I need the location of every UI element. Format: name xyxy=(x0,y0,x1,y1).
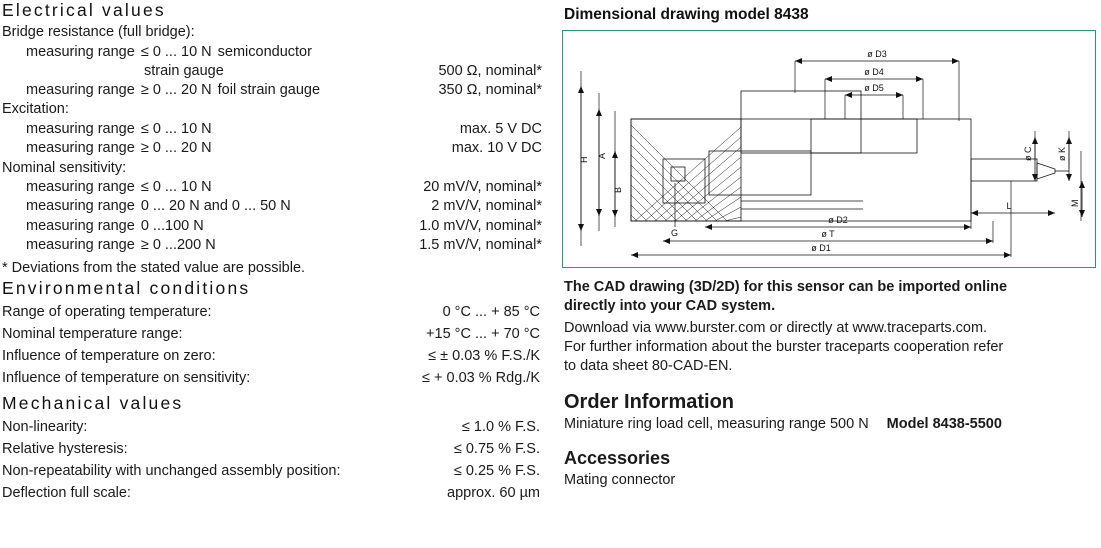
nominal-sensitivity-label: Nominal sensitivity: xyxy=(2,159,127,176)
mechanical-values-heading: Mechanical values xyxy=(2,393,184,414)
electrical-values-heading: Electrical values xyxy=(2,0,166,20)
spec-note: foil strain gauge xyxy=(217,82,321,99)
dimensional-drawing xyxy=(562,30,1096,268)
order-information-heading: Order Information xyxy=(564,390,735,413)
cad-text-line2: For further information about the burster traceparts cooperation refer xyxy=(564,338,1004,355)
spec-value: 1.5 mV/V, nominal* xyxy=(419,236,542,253)
cad-text-line3: to data sheet 80-CAD-EN. xyxy=(564,358,733,375)
spec-row xyxy=(0,81,548,100)
mech-value: ≤ 0.75 % F.S. xyxy=(453,441,540,458)
spec-row xyxy=(0,178,548,197)
label-T: ø T xyxy=(821,229,835,239)
mech-row xyxy=(0,416,548,438)
env-row xyxy=(0,345,548,367)
env-value: ≤ + 0.03 % Rdg./K xyxy=(422,370,540,387)
cad-text xyxy=(564,319,1101,377)
env-key: Influence of temperature on sensitivity: xyxy=(2,370,251,387)
spec-range: ≤ 0 ... 10 N xyxy=(140,179,212,196)
label-oC: ø C xyxy=(1023,146,1033,161)
mech-row xyxy=(0,460,548,482)
env-row xyxy=(0,301,548,323)
label-D5: ø D5 xyxy=(864,83,884,93)
spec-range: 0 ... 20 N and 0 ... 50 N xyxy=(140,198,291,215)
cad-text-line1: Download via www.burster.com or directly at www.traceparts.com. xyxy=(564,319,988,336)
env-value: ≤ ± 0.03 % F.S./K xyxy=(428,348,540,365)
env-value: +15 °C ... + 70 °C xyxy=(426,326,540,343)
order-description: Miniature ring load cell, measuring range 500 N xyxy=(564,415,869,432)
mech-key: Non-linearity: xyxy=(2,419,88,436)
mech-key: Non-repeatability with unchanged assembly position: xyxy=(2,463,341,480)
env-key: Influence of temperature on zero: xyxy=(2,348,216,365)
spec-row xyxy=(0,43,548,62)
cad-note-line1: The CAD drawing (3D/2D) for this sensor can be imported online xyxy=(564,279,1008,295)
spec-label: measuring range xyxy=(26,217,135,234)
label-oK: ø K xyxy=(1057,146,1067,161)
spec-value: max. 10 V DC xyxy=(451,140,542,157)
label-B: B xyxy=(613,186,623,193)
environmental-conditions-heading: Environmental conditions xyxy=(2,278,251,299)
mech-row xyxy=(0,482,548,504)
spec-row xyxy=(0,120,548,139)
env-key: Range of operating temperature: xyxy=(2,304,212,321)
label-D3: ø D3 xyxy=(867,49,887,59)
right-column xyxy=(562,0,1101,548)
env-value: 0 °C ... + 85 °C xyxy=(442,304,540,321)
spec-label: measuring range xyxy=(26,120,135,137)
spec-value: 2 mV/V, nominal* xyxy=(431,198,542,215)
excitation-label: Excitation: xyxy=(2,101,69,118)
spec-range: ≤ 0 ... 10 N xyxy=(140,120,212,137)
order-model: Model 8438-5500 xyxy=(886,415,1002,432)
spec-row xyxy=(0,197,548,216)
electrical-footnote: * Deviations from the stated value are possible. xyxy=(2,260,306,277)
dimensional-drawing-title: Dimensional drawing model 8438 xyxy=(564,6,809,23)
spec-row xyxy=(0,217,548,236)
spec-value: 500 Ω, nominal* xyxy=(438,62,542,79)
bridge-resistance-label: Bridge resistance (full bridge): xyxy=(2,24,195,40)
spec-value: 350 Ω, nominal* xyxy=(438,82,542,99)
spec-value: 1.0 mV/V, nominal* xyxy=(419,217,542,234)
spec-note-cont: strain gauge xyxy=(144,62,224,79)
spec-value: 20 mV/V, nominal* xyxy=(423,179,542,196)
spec-value: max. 5 V DC xyxy=(459,120,542,137)
spec-range: ≤ 0 ... 10 N xyxy=(140,43,212,60)
spec-label: measuring range xyxy=(26,82,135,99)
spec-row xyxy=(0,62,548,81)
label-A: A xyxy=(597,152,607,159)
spec-note: semiconductor xyxy=(217,43,312,60)
spec-label: measuring range xyxy=(26,198,135,215)
accessories-item: Mating connector xyxy=(564,471,676,488)
spec-range: ≥ 0 ... 20 N xyxy=(140,82,212,99)
label-L: L xyxy=(1006,201,1012,211)
spec-row xyxy=(0,139,548,158)
label-G: G xyxy=(671,228,679,238)
label-D1: ø D1 xyxy=(811,243,831,253)
mech-key: Deflection full scale: xyxy=(2,485,131,502)
spec-label: measuring range xyxy=(26,140,135,157)
label-H: H xyxy=(579,156,589,163)
mech-value: approx. 60 µm xyxy=(447,485,540,502)
cad-note xyxy=(564,278,1101,316)
mech-value: ≤ 1.0 % F.S. xyxy=(461,419,540,436)
order-row xyxy=(564,416,1101,432)
drawing-svg xyxy=(563,31,1095,267)
spec-range: ≥ 0 ... 20 N xyxy=(140,140,212,157)
accessories-heading: Accessories xyxy=(564,447,671,468)
label-D4: ø D4 xyxy=(864,67,884,77)
env-row xyxy=(0,323,548,345)
label-D2: ø D2 xyxy=(828,215,848,225)
spec-label: measuring range xyxy=(26,179,135,196)
spec-row xyxy=(0,236,548,255)
spec-range: ≥ 0 ...200 N xyxy=(140,236,216,253)
left-column xyxy=(0,0,548,548)
label-M: M xyxy=(1070,199,1080,207)
spec-label: measuring range xyxy=(26,236,135,253)
mech-row xyxy=(0,438,548,460)
cad-note-line2: directly into your CAD system. xyxy=(564,297,776,314)
env-key: Nominal temperature range: xyxy=(2,326,183,343)
env-row xyxy=(0,367,548,389)
spec-label: measuring range xyxy=(26,43,135,60)
mech-key: Relative hysteresis: xyxy=(2,441,128,458)
spec-range: 0 ...100 N xyxy=(140,217,204,234)
mech-value: ≤ 0.25 % F.S. xyxy=(453,463,540,480)
